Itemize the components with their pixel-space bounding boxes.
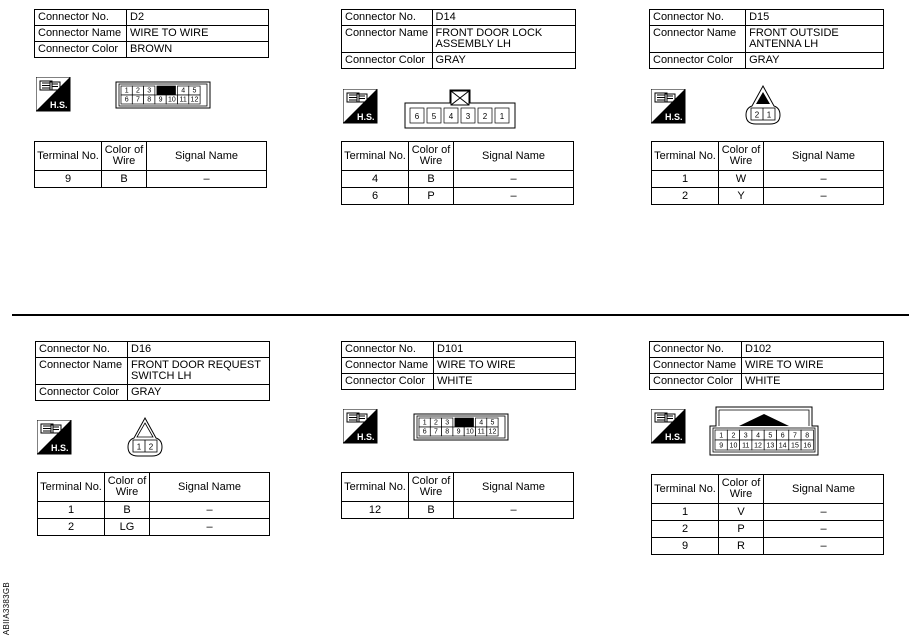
hs-icon: [343, 409, 379, 445]
connector-name-value: WIRE TO WIRE: [742, 358, 884, 374]
connector-block-d102: [649, 341, 884, 390]
wire-color-header: Color of Wire: [102, 142, 147, 171]
connector-name-label: Connector Name: [650, 26, 746, 53]
terminal-table-d102: [651, 474, 884, 555]
table-row: [342, 171, 574, 188]
connector-info-table: [341, 341, 576, 390]
pin-label: 5: [192, 87, 197, 95]
connector-color-value: WHITE: [434, 374, 576, 390]
table-row: [652, 538, 884, 555]
terminal-no-header: Terminal No.: [342, 473, 409, 502]
connector-color-value: GRAY: [746, 53, 884, 69]
pin-label: 6: [124, 96, 129, 104]
connector-no-label: Connector No.: [36, 342, 128, 358]
table-row: [342, 502, 574, 519]
terminal-no-cell: 1: [652, 171, 719, 188]
terminal-no-header: Terminal No.: [652, 475, 719, 504]
pin-label: 5: [431, 112, 437, 121]
connector-color-label: Connector Color: [650, 374, 742, 390]
pin-label: 8: [147, 96, 152, 104]
connector-name-label: Connector Name: [342, 358, 434, 374]
signal-name-cell: –: [147, 171, 267, 188]
connector-no-label: Connector No.: [650, 342, 742, 358]
signal-name-header: Signal Name: [454, 473, 574, 502]
connector-color-label: Connector Color: [342, 374, 434, 390]
hs-label: H.S.: [357, 432, 375, 442]
connector-name-value: WIRE TO WIRE: [434, 358, 576, 374]
pin-label: 5: [768, 432, 773, 440]
connector-color-label: Connector Color: [35, 42, 127, 58]
terminal-no-cell: 1: [38, 502, 105, 519]
pin-label: 3: [147, 87, 152, 95]
connector-12pin-diagram: [115, 81, 211, 109]
pin-label: 8: [445, 428, 450, 436]
connector-2pin-antenna-diagram: [744, 84, 782, 126]
pin-label: 4: [479, 419, 484, 427]
connector-name-label: Connector Name: [342, 26, 433, 53]
connector-block-d101: [341, 341, 576, 390]
connector-block-d2: [34, 9, 269, 58]
connector-color-value: GRAY: [432, 53, 575, 69]
signal-name-cell: –: [454, 188, 574, 205]
terminal-no-cell: 12: [342, 502, 409, 519]
terminal-no-header: Terminal No.: [38, 473, 105, 502]
connector-no-value: D14: [432, 10, 575, 26]
pin-label: 11: [742, 442, 750, 450]
hs-label: H.S.: [50, 100, 68, 110]
pin-label: 6: [422, 428, 427, 436]
connector-no-value: D102: [742, 342, 884, 358]
wire-color-header: Color of Wire: [719, 142, 764, 171]
signal-name-header: Signal Name: [150, 473, 270, 502]
connector-block-d15: [649, 9, 884, 69]
signal-name-cell: –: [764, 188, 884, 205]
pin-label: 2: [433, 419, 438, 427]
pin-label: 3: [445, 419, 450, 427]
pin-label: 3: [465, 112, 471, 121]
pin-label: 14: [778, 442, 787, 450]
signal-name-header: Signal Name: [764, 475, 884, 504]
connector-name-value: FRONT DOOR REQUEST SWITCH LH: [128, 358, 270, 385]
table-row: [38, 519, 270, 536]
pin-label: 9: [456, 428, 461, 436]
pin-label: 6: [414, 112, 420, 121]
terminal-table-d14: [341, 141, 574, 205]
pin-label: 2: [148, 442, 154, 452]
connector-info-table: [649, 341, 884, 390]
blank-cavity: [157, 86, 176, 95]
wire-color-cell: P: [719, 521, 764, 538]
pin-label: 2: [731, 432, 736, 440]
connector-name-value: WIRE TO WIRE: [127, 26, 269, 42]
hs-label: H.S.: [357, 112, 375, 122]
table-row: [38, 502, 270, 519]
connector-block-d16: [35, 341, 270, 401]
connector-2pin-switch-diagram: [126, 416, 164, 458]
connector-name-label: Connector Name: [36, 358, 128, 385]
pin-label: 16: [803, 442, 812, 450]
connector-no-label: Connector No.: [35, 10, 127, 26]
signal-name-cell: –: [764, 538, 884, 555]
pin-label: 12: [754, 442, 762, 450]
table-row: [652, 521, 884, 538]
pin-label: 12: [488, 428, 497, 436]
pin-label: 1: [136, 442, 142, 452]
connector-color-value: GRAY: [128, 385, 270, 401]
pin-label: 11: [179, 96, 187, 104]
connector-name-value: FRONT OUTSIDE ANTENNA LH: [746, 26, 884, 53]
connector-12pin-diagram: [413, 413, 509, 441]
signal-name-header: Signal Name: [454, 142, 574, 171]
signal-name-cell: –: [764, 504, 884, 521]
wire-color-cell: B: [102, 171, 147, 188]
pin-label: 10: [465, 428, 474, 436]
terminal-no-cell: 1: [652, 504, 719, 521]
connector-color-label: Connector Color: [36, 385, 128, 401]
pin-label: 1: [422, 419, 427, 427]
terminal-no-cell: 6: [342, 188, 409, 205]
terminal-no-cell: 4: [342, 171, 409, 188]
wire-color-cell: B: [409, 502, 454, 519]
pin-label: 4: [448, 112, 454, 121]
terminal-no-cell: 9: [652, 538, 719, 555]
connector-name-label: Connector Name: [35, 26, 127, 42]
terminal-no-header: Terminal No.: [342, 142, 409, 171]
hs-label: H.S.: [665, 112, 683, 122]
pin-label: 5: [490, 419, 495, 427]
connector-no-value: D2: [127, 10, 269, 26]
pin-label: 4: [756, 432, 761, 440]
signal-name-cell: –: [150, 502, 270, 519]
wire-color-cell: B: [105, 502, 150, 519]
pin-label: 11: [477, 428, 485, 436]
pin-label: 15: [791, 442, 799, 450]
hs-icon: [651, 89, 687, 125]
hs-label: H.S.: [665, 432, 683, 442]
connector-6pin-diagram: [404, 89, 516, 129]
pin-label: 12: [190, 96, 199, 104]
pin-label: 1: [719, 432, 724, 440]
hs-icon: [36, 77, 72, 113]
connector-block-d14: [341, 9, 576, 69]
connector-info-table: [34, 9, 269, 58]
pin-label: 4: [181, 87, 186, 95]
table-row: [35, 171, 267, 188]
connector-16pin-diagram: [709, 406, 819, 456]
pin-label: 3: [743, 432, 748, 440]
pin-label: 9: [719, 442, 724, 450]
pin-label: 10: [167, 96, 176, 104]
terminal-no-cell: 2: [652, 521, 719, 538]
terminal-no-header: Terminal No.: [35, 142, 102, 171]
terminal-table-d16: [37, 472, 270, 536]
pin-label: 13: [766, 442, 775, 450]
pin-label: 7: [433, 428, 438, 436]
wire-color-cell: B: [409, 171, 454, 188]
terminal-no-cell: 9: [35, 171, 102, 188]
wire-color-header: Color of Wire: [409, 142, 454, 171]
signal-name-header: Signal Name: [764, 142, 884, 171]
terminal-no-cell: 2: [38, 519, 105, 536]
wire-color-cell: Y: [719, 188, 764, 205]
connector-no-label: Connector No.: [342, 342, 434, 358]
signal-name-cell: –: [150, 519, 270, 536]
terminal-table-d101: [341, 472, 574, 519]
table-row: [652, 188, 884, 205]
pin-label: 1: [766, 110, 772, 120]
figure-code: ABIIA3383GB: [2, 582, 11, 636]
connector-info-table: [649, 9, 884, 69]
pin-label: 10: [729, 442, 738, 450]
connector-color-value: BROWN: [127, 42, 269, 58]
hs-icon: [651, 409, 687, 445]
wire-color-cell: P: [409, 188, 454, 205]
terminal-no-header: Terminal No.: [652, 142, 719, 171]
connector-color-value: WHITE: [742, 374, 884, 390]
connector-no-value: D16: [128, 342, 270, 358]
hs-label: H.S.: [51, 443, 69, 453]
pin-label: 7: [135, 96, 140, 104]
signal-name-cell: –: [764, 171, 884, 188]
hs-icon: [343, 89, 379, 125]
pin-label: 8: [805, 432, 810, 440]
wire-color-cell: W: [719, 171, 764, 188]
connector-color-label: Connector Color: [650, 53, 746, 69]
blank-cavity: [455, 418, 474, 427]
terminal-table-d15: [651, 141, 884, 205]
connector-name-value: FRONT DOOR LOCK ASSEMBLY LH: [432, 26, 575, 53]
wire-color-header: Color of Wire: [105, 473, 150, 502]
table-row: [652, 171, 884, 188]
connector-color-label: Connector Color: [342, 53, 433, 69]
signal-name-cell: –: [454, 502, 574, 519]
table-row: [342, 188, 574, 205]
wire-color-cell: LG: [105, 519, 150, 536]
wire-color-header: Color of Wire: [409, 473, 454, 502]
connector-name-label: Connector Name: [650, 358, 742, 374]
terminal-no-cell: 2: [652, 188, 719, 205]
connector-no-value: D101: [434, 342, 576, 358]
signal-name-cell: –: [454, 171, 574, 188]
section-divider: [12, 314, 909, 316]
pin-label: 9: [158, 96, 163, 104]
connector-info-table: [35, 341, 270, 401]
pin-label: 2: [754, 110, 760, 120]
pin-label: 2: [135, 87, 140, 95]
pin-label: 1: [124, 87, 129, 95]
pin-label: 6: [780, 432, 785, 440]
connector-no-label: Connector No.: [342, 10, 433, 26]
pin-label: 7: [792, 432, 797, 440]
pin-label: 1: [499, 112, 505, 121]
connector-no-label: Connector No.: [650, 10, 746, 26]
connector-no-value: D15: [746, 10, 884, 26]
signal-name-header: Signal Name: [147, 142, 267, 171]
pin-label: 2: [482, 112, 488, 121]
hs-icon: [37, 420, 73, 456]
signal-name-cell: –: [764, 521, 884, 538]
wire-color-cell: V: [719, 504, 764, 521]
wire-color-header: Color of Wire: [719, 475, 764, 504]
wire-color-cell: R: [719, 538, 764, 555]
connector-info-table: [341, 9, 576, 69]
terminal-table-d2: [34, 141, 267, 188]
table-row: [652, 504, 884, 521]
